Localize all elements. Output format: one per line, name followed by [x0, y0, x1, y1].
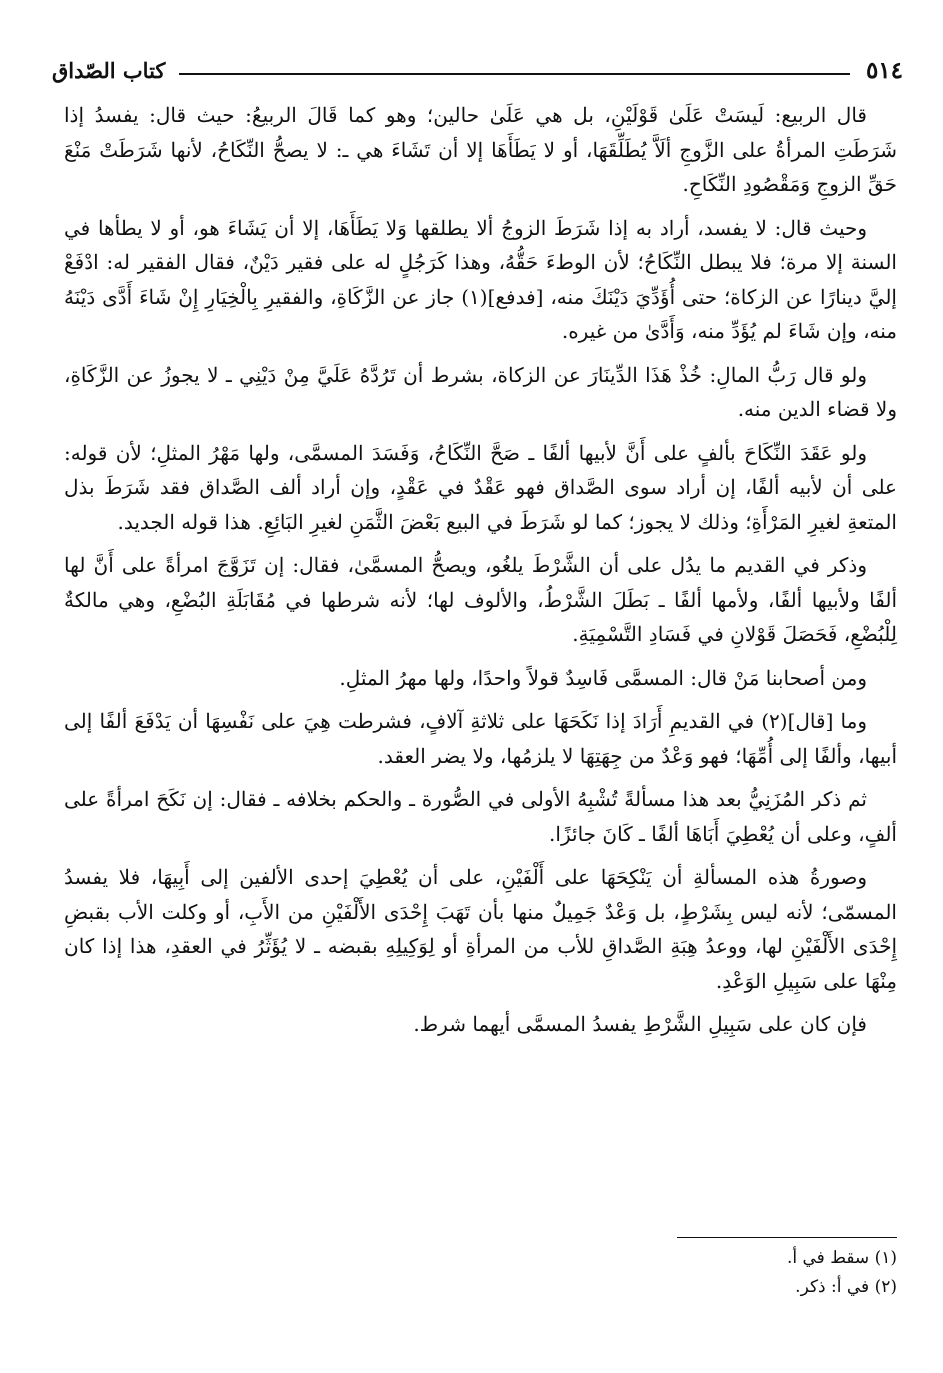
- header-rule: [179, 73, 850, 75]
- paragraph: ولو عَقَدَ النِّكَاحَ بألفٍ على أَنَّ لأبيها ألفًا ـ صَحَّ النِّكَاحُ، وَفَسَدَ المسمَّى، ولها مَهْرُ المثلِ؛ لأن قوله: على أن لأبيه ألفًا، إن أراد سوى الصَّداق فهو عَقْدٌ في عَقْدٍ، وإن أراد ألف الصَّداق فقد شَرَطَ بذل المتعةِ لغيرِ المَرْأَةِ؛ وذلك لا يجوز؛ كما لو شَرَطَ في البيع بَعْضَ الثَّمَنِ لغيرِ البَائِعِ. هذا قوله الجديد.: [64, 440, 897, 534]
- paragraph: وذكر في القديم ما يدُل على أن الشَّرْطَ يلغُو، ويصحُّ المسمَّىٰ، فقال: إن تَزَوَّجَ امرأةً على أَنَّ لها ألفًا ولأبيها ألفًا، ولأمها ألفًا ـ بَطَلَ الشَّرْطُ، والألوف لها؛ لأنه شرطها في مُقَابَلَةِ البُضْعِ، وهي مالكةٌ لِلْبُضْعِ، فَحَصَلَ قَوْلانِ في فَسَادِ التَّسْمِيَةِ.: [64, 553, 897, 646]
- main-text: [64, 98, 897, 1051]
- footnote: (١) سقط في أ.: [786, 1248, 897, 1268]
- paragraph: وما [قال](٢) في القديمِ أَرَادَ إذا نَكَحَهَا على ثلاثةِ آلافٍ، فشرطت هِيَ على نَفْسِهَا أن يَدْفَعَ ألفًا إلى أبيها، وألفًا إلى أُمِّهَا؛ فهو وَعْدٌ من جِهَتِهَا لا يلزمُها، ولا يضر العقد.: [64, 709, 897, 768]
- paragraph: ثم ذكر المُزَنِيُّ بعد هذا مسألةً تُشْبِهُ الأولى في الصُّورة ـ والحكم بخلافه ـ فقال: إن نَكَحَ امرأةً على ألفٍ، وعلى أن يُعْطِيَ أَبَاهَا ألفًا ـ كَانَ جائزًا.: [64, 787, 897, 846]
- page-header: [52, 52, 903, 88]
- footnote-separator: [677, 1237, 897, 1238]
- paragraph: قال الربيع: لَيسَتْ عَلَىٰ قَوْلَيْنِ، بل هي عَلَىٰ حالين؛ وهو كما قَالَ الربيعُ: حيث قال: يفسدُ إذا شَرَطَتِ المرأةُ على الزَّوجِ ألَاَّ يُطَلِّقَهَا، أو لا يَطَأَهَا إلا أن تَشَاءَ هي ـ: لا يصحُّ النِّكَاحُ، لأنها شَرَطَتْ مَنْعَ حَقِّ الزوجِ وَمَقْصُودِ النِّكَاحِ.: [64, 103, 897, 196]
- paragraph: فإن كان على سَبِيلِ الشَّرْطِ يفسدُ المسمَّى أيهما شرط.: [413, 1012, 867, 1036]
- page-number: ٥١٤: [865, 56, 903, 84]
- running-title: كتاب الصّداق: [52, 57, 166, 83]
- paragraph: ولو قال رَبُّ المالِ: خُذْ هَذَا الدِّينَارَ عن الزكاة، بشرط أن تَرُدَّهُ عَلَيَّ مِنْ دَيْنِي ـ لا يجوزُ عن الزَّكَاةِ، ولا قضاء الدين منه.: [64, 362, 897, 421]
- paragraph: وحيث قال: لا يفسد، أراد به إذا شَرَطَ الزوجُ ألا يطلقها وَلا يَطَأَهَا، إلا أن يَشَاءَ هو، أو لا يطأها في السنة إلا مرة؛ فلا يبطل النِّكَاحُ؛ لأن الوطءَ حَقُّهُ، وهذا كَرَجُلٍ له على فقير دَيْنٌ، فقال الفقير له: ادْفَعْ إليَّ دينارًا عن الزكاة؛ حتى أُؤَدِّيَ دَيْنَكَ منه، [فدفع](١) جاز عن الزَّكَاةِ، والفقيرِ بِالْخِيَارِ إِنْ شَاءَ أَدَّى دَيْنَهُ منه، وإن شَاءَ لم يُؤَدِّ منه، وَأَدَّىٰ من غيره.: [64, 215, 897, 343]
- footnotes: [64, 1244, 897, 1302]
- paragraph: ومن أصحابنا مَنْ قال: المسمَّى فَاسِدٌ قولاً واحدًا، ولها مهرُ المثلِ.: [339, 665, 867, 690]
- footnote: (٢) في أ: ذكر.: [795, 1277, 897, 1297]
- paragraph: وصورةُ هذه المسألةِ أن يَنْكِحَهَا على أَلْفَيْنِ، على أن يُعْطِيَ إحدى الألفين إلى أَبِيهَا، فلا يفسدُ المسمّى؛ لأنه ليس بِشَرْطٍ، بل وَعْدٌ جَمِيلٌ منها بأن تَهَبَ إِحْدَى الأَلْفَيْنِ من الأَبِ، أو وكلت الأب بقبضِ إِحْدَى الأَلْفَيْنِ لها، ووعدُ هِبَةِ الصَّداقِ للأب من المرأةِ أو لِوَكِيلِهِ بقبضه ـ لا يُؤَثِّرُ في العقدِ، هذا إذا كان مِنْهَا على سَبِيلِ الوَعْدِ.: [64, 865, 897, 993]
